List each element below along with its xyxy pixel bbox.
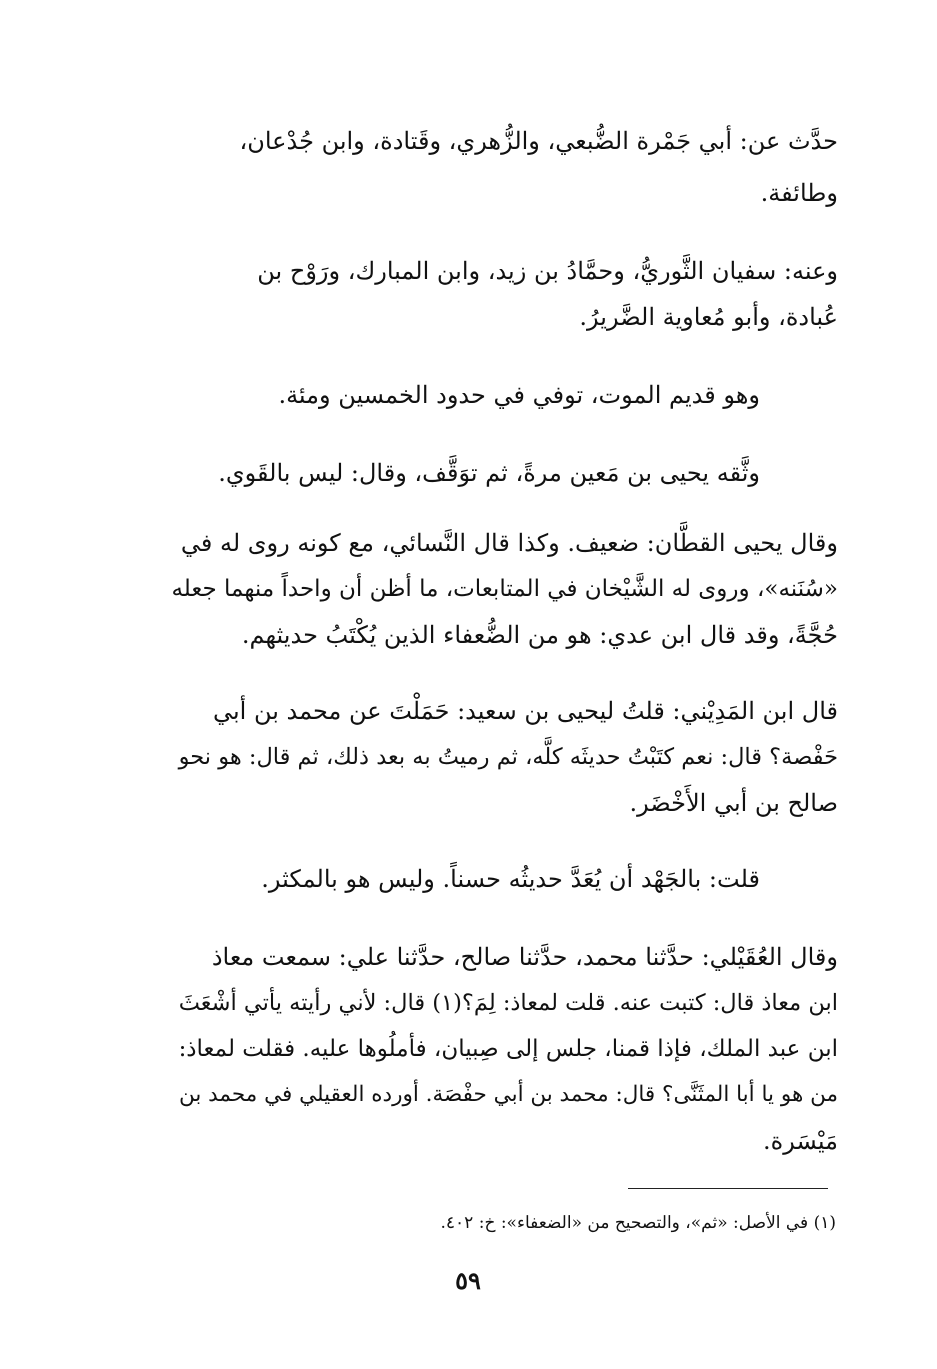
footnote-separator xyxy=(628,1188,828,1189)
text-line: قال ابن المَدِيْني: قلتُ ليحيى بن سعيد: حَمَلْتَ عن محمد بن أبي xyxy=(213,697,838,725)
text-line: وقال العُقَيْلي: حدَّثنا محمد، حدَّثنا صالح، حدَّثنا علي: سمعت معاذ xyxy=(211,943,838,971)
text-line: حدَّث عن: أبي جَمْرة الضُّبعي، والزُّهري، وقَتادة، وابن جُدْعان، xyxy=(239,127,838,155)
paragraph-uqayli xyxy=(166,934,838,1164)
text-line: ابن معاذ قال: كتبت عنه. قلت لمعاذ: لِمَ؟(١) قال: لأني رأيته يأتي أشْعَثَ xyxy=(178,990,838,1016)
text-line: حُجَّةً، وقد قال ابن عدي: هو من الضُّعفاء الذين يُكْتَبُ حديثهم. xyxy=(241,621,838,649)
text-line: مَيْسَرة. xyxy=(763,1127,838,1155)
paragraph-ibn-main xyxy=(166,450,838,496)
text-line: «سُنَنه»، وروى له الشَّيْخان في المتابعات، ما أظن أن واحداً منهما جعله xyxy=(171,576,838,602)
text-line: حَفْصة؟ قال: نعم كتَبْتُ حديثَه كلَّه، ثم رميتُ به بعد ذلك، ثم قال: هو نحو xyxy=(178,744,838,770)
text-line: وثَّقه يحيى بن مَعين مرةً، ثم توَقَّف، وقال: ليس بالقَوي. xyxy=(218,459,760,487)
text-line: ابن عبد الملك، فإذا قمنا، جلس إلى صِبيان، فأملُوها عليه. فقلت لمعاذ: xyxy=(178,1036,838,1062)
paragraph-narrators-from-him xyxy=(166,248,838,340)
text-line: قلت: بالجَهْد أن يُعَدَّ حديثُه حسناً. وليس هو بالمكثر. xyxy=(261,865,760,893)
text-line: وهو قديم الموت، توفي في حدود الخمسين ومئة. xyxy=(278,381,760,409)
text-line: من هو يا أبا المثَنَّى؟ قال: محمد بن أبي حفْصَة. أورده العقيلي في محمد بن xyxy=(178,1082,838,1107)
paragraph-ibn-madini xyxy=(166,688,838,826)
paragraph-narrated-from xyxy=(166,118,838,216)
text-line: صالح بن أبي الأَخْضَر. xyxy=(629,789,838,817)
paragraph-death xyxy=(166,372,838,418)
paragraph-author-comment xyxy=(166,856,838,902)
page-number: ٥٩ xyxy=(455,1266,481,1295)
text-line: عُبادة، وأبو مُعاوية الضَّريرُ. xyxy=(579,303,838,331)
text-line: وقال يحيى القطَّان: ضعيف. وكذا قال النَّسائي، مع كونه روى له في xyxy=(180,529,838,557)
text-line: وعنه: سفيان الثَّوريُّ، وحمَّادُ بن زيد، وابن المبارك، ورَوْح بن xyxy=(257,257,838,285)
text-line: وطائفة. xyxy=(760,179,838,207)
footnote: (١) في الأصل: «ثم»، والتصحيح من «الضعفاء»: خ: ٤٠٢. xyxy=(440,1213,836,1233)
paragraph-yahya-qattan xyxy=(166,520,838,658)
